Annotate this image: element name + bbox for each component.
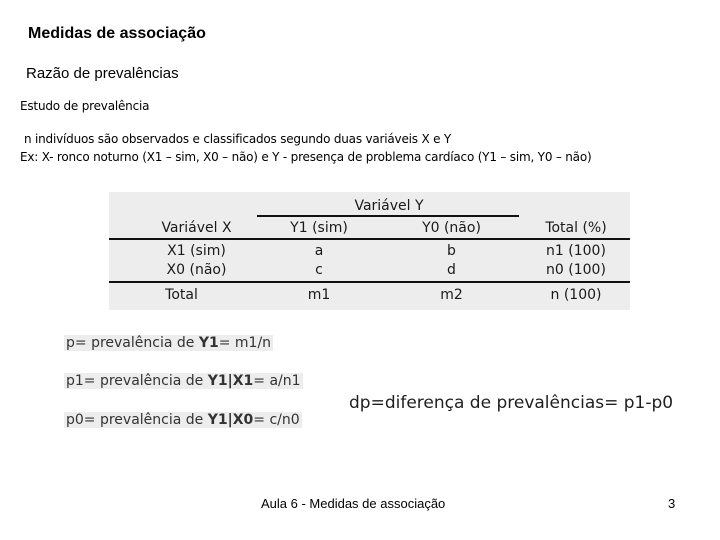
description-line-1: n indivíduos são observados e classificados segundo duas variáveis X e Y xyxy=(24,132,452,146)
cell-n0: n0 (100) xyxy=(546,262,606,278)
header-y1: Y1 (sim) xyxy=(290,220,348,236)
slide-footer: Aula 6 - Medidas de associação xyxy=(261,496,446,511)
group-header-rule xyxy=(257,215,519,217)
contingency-table xyxy=(109,192,630,310)
study-type: Estudo de prevalência xyxy=(20,99,150,113)
total-n: n (100) xyxy=(550,287,602,303)
total-label: Total xyxy=(165,287,198,303)
formula-p0: p0= prevalência de Y1|X0= c/n0 xyxy=(66,412,300,428)
row-x0-label: X0 (não) xyxy=(166,262,227,278)
page-number: 3 xyxy=(668,496,676,511)
header-y0: Y0 (não) xyxy=(422,220,481,236)
formula-dp: dp=diferença de prevalências= p1-p0 xyxy=(349,393,674,413)
cell-b: b xyxy=(447,243,456,259)
cell-n1: n1 (100) xyxy=(546,243,606,259)
slide-subtitle: Razão de prevalências xyxy=(26,65,179,82)
group-header-variavel-y: Variável Y xyxy=(354,198,424,214)
description-line-2: Ex: X- ronco noturno (X1 – sim, X0 – não) e Y - presença de problema cardíaco (Y1 – sim, Y0 – não) xyxy=(20,150,592,164)
header-variavel-x: Variável X xyxy=(161,220,232,236)
slide-title: Medidas de associação xyxy=(28,25,206,42)
total-m1: m1 xyxy=(307,287,331,303)
total-rule xyxy=(109,281,630,283)
cell-a: a xyxy=(314,243,324,259)
total-m2: m2 xyxy=(440,287,463,303)
formula-p: p= prevalência de Y1= m1/n xyxy=(66,335,272,351)
formula-p1: p1= prevalência de Y1|X1= a/n1 xyxy=(66,373,301,389)
header-total: Total (%) xyxy=(545,220,607,236)
cell-d: d xyxy=(447,262,456,278)
header-rule xyxy=(109,238,630,240)
cell-c: c xyxy=(315,262,323,278)
row-x1-label: X1 (sim) xyxy=(167,243,226,259)
